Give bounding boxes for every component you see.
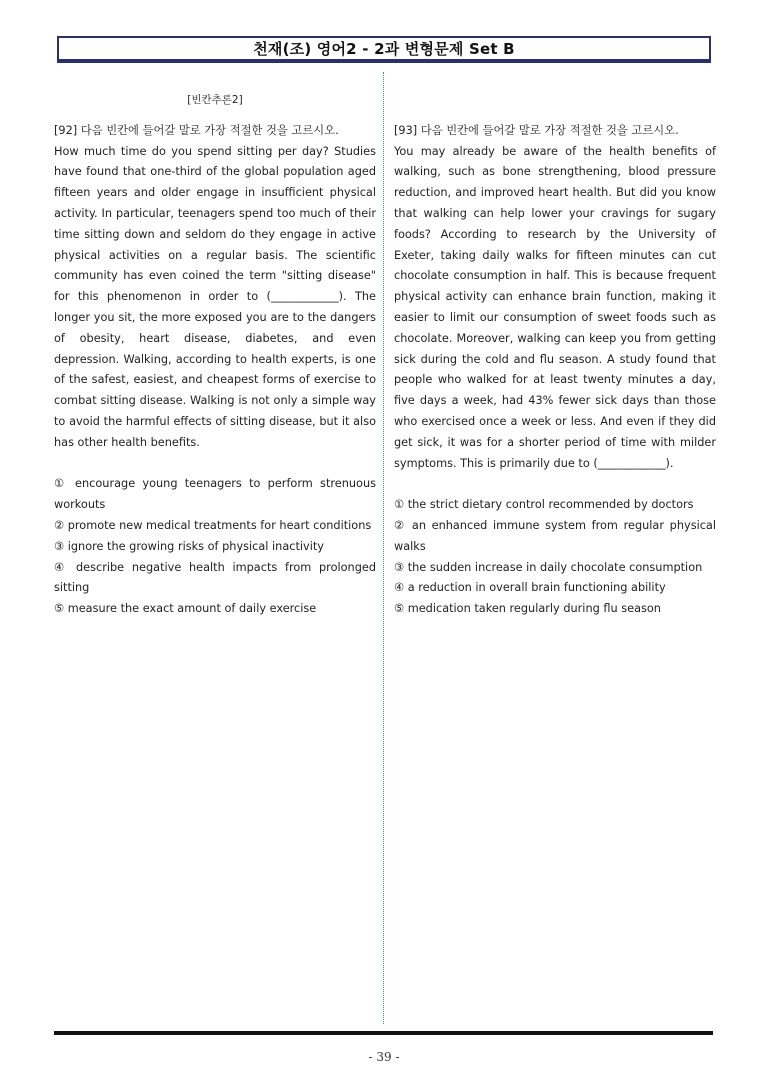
footer-rule [54,1031,713,1035]
page-title: 천재(조) 영어2 - 2과 변형문제 Set B [253,40,515,58]
column-spacer [394,90,716,121]
choice-3: ③ the sudden increase in daily chocolate consumption [394,560,703,574]
choice-5: ⑤ medication taken regularly during flu season [394,602,661,616]
choice-1: ① the strict dietary control recommended by doctors [394,498,694,512]
right-column [394,90,716,620]
column-divider [383,72,384,1024]
question-93-passage: You may already be aware of the health benefits of walking, such as bone strengthening, blood pressure reduction, and improved heart health. But did you know that walking can help lower your cravings for sugary foods? According to research by the University of Exeter, taking daily walks for fifteen minutes can cut chocolate consumption in half. This is because frequent physical activity can enhance brain function, making it easier to limit our consumption of sweet foods such as chocolate. Moreover, walking can keep you from getting sick during the cold and flu season. A study found that people who walked for at least twenty minutes a day, five days a week, had 43% fewer sick days than those who exercised once a week or less. And even if they did get sick, it was for a shorter period of time with milder symptoms. This is primarily due to (____________). [394,144,716,470]
choice-4: ④ describe negative health impacts from prolonged sitting [54,560,376,595]
section-label: [빈칸추론2] [187,94,243,106]
question-92-passage: How much time do you spend sitting per day? Studies have found that one-third of the global population aged fifteen years and older engage in insufficient physical activity. In particular, teenagers spend too much of their time sitting down and seldom do they engage in active physical activities on a regular basis. The scientific community has even coined the term "sitting disease" for this phenomenon in order to (____________). The longer you sit, the more exposed you are to the dangers of obesity, heart disease, diabetes, and even depression. Walking, according to health experts, is one of the safest, easiest, and cheapest forms of exercise to combat sitting disease. Walking is not only a simple way to avoid the harmful effects of sitting disease, but it also has other health benefits. [54,144,376,449]
question-92-choices [54,474,376,620]
question-93-prompt: [93] 다음 빈칸에 들어갈 말로 가장 적절한 것을 고르시오. [394,123,679,137]
choice-4: ④ a reduction in overall brain functioning ability [394,581,666,595]
choice-2: ② promote new medical treatments for heart conditions [54,518,372,532]
question-93-choices [394,495,716,620]
question-92-prompt: [92] 다음 빈칸에 들어갈 말로 가장 적절한 것을 고르시오. [54,123,339,137]
header-box [57,36,711,63]
left-column [54,90,376,620]
choice-2: ② an enhanced immune system from regular physical walks [394,518,716,553]
choice-3: ③ ignore the growing risks of physical inactivity [54,539,324,553]
page-number: - 39 - [368,1050,400,1064]
choice-5: ⑤ measure the exact amount of daily exercise [54,602,317,616]
choice-1: ① encourage young teenagers to perform strenuous workouts [54,477,376,512]
